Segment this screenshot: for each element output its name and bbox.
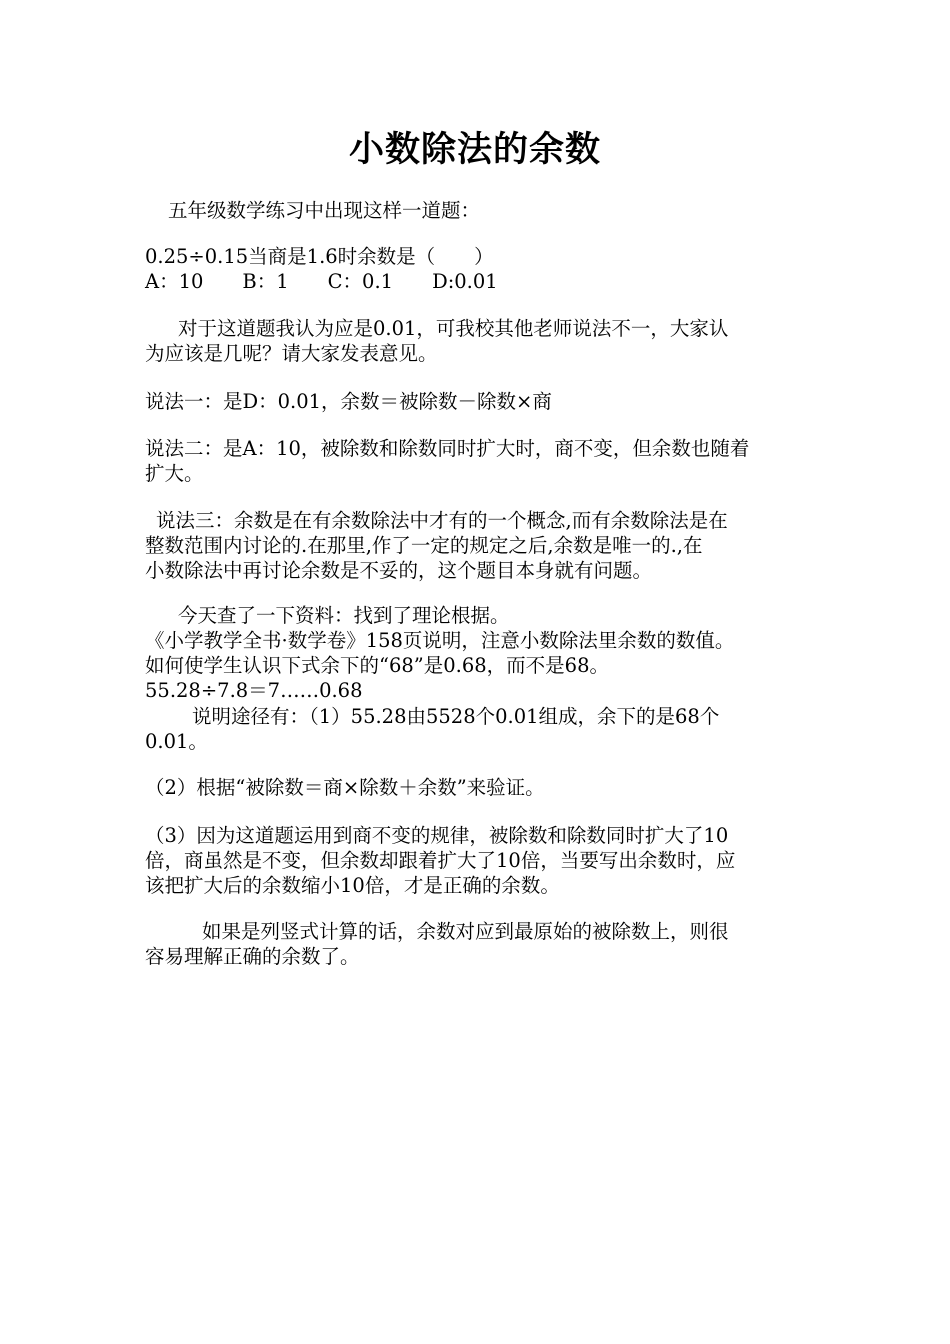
view3-line-3: 小数除法中再讨论余数是不妥的，这个题目本身就有问题。 [145, 559, 653, 582]
view3-line-1: 说法三：余数是在有余数除法中才有的一个概念,而有余数除法是在 [156, 509, 728, 532]
options-line: A：10 B：1 C：0.1 D:0.01 [145, 270, 498, 293]
opinion-line-1: 对于这道题我认为应是0.01，可我校其他老师说法不一，大家认 [178, 317, 729, 340]
conclusion-line-2: 容易理解正确的余数了。 [145, 945, 360, 968]
point2-line: （2）根据“被除数＝商×除数＋余数”来验证。 [145, 776, 545, 799]
method-line-1: 说明途径有：（1）55.28由5528个0.01组成，余下的是68个 [192, 705, 720, 728]
opinion-line-2: 为应该是几呢？请大家发表意见。 [145, 342, 438, 365]
point3-line-1: （3）因为这道题运用到商不变的规律，被除数和除数同时扩大了10 [145, 824, 729, 847]
point3-line-2: 倍，商虽然是不变，但余数却跟着扩大了10倍，当要写出余数时，应 [145, 849, 736, 872]
document-title: 小数除法的余数 [348, 130, 601, 170]
formula-line: 55.28÷7.8＝7……0.68 [145, 679, 363, 702]
research-line-2: 《小学教学全书·数学卷》158页说明，注意小数除法里余数的数值。 [145, 629, 735, 652]
view2-line-2: 扩大。 [145, 462, 204, 485]
point3-line-3: 该把扩大后的余数缩小10倍，才是正确的余数。 [145, 874, 560, 897]
research-line-3: 如何使学生认识下式余下的“68”是0.68，而不是68。 [145, 654, 609, 677]
method-line-2: 0.01。 [145, 730, 208, 753]
view2-line-1: 说法二：是A：10，被除数和除数同时扩大时，商不变，但余数也随着 [145, 437, 750, 460]
intro-line: 五年级数学练习中出现这样一道题： [168, 199, 481, 222]
view1-line: 说法一：是D：0.01，余数＝被除数－除数×商 [145, 390, 552, 413]
conclusion-line-1: 如果是列竖式计算的话，余数对应到最原始的被除数上，则很 [202, 920, 729, 943]
research-line-1: 今天查了一下资料：找到了理论根据。 [178, 604, 510, 627]
question-line: 0.25÷0.15当商是1.6时余数是（ ） [145, 245, 494, 268]
view3-line-2: 整数范围内讨论的.在那里,作了一定的规定之后,余数是唯一的.,在 [145, 534, 703, 557]
